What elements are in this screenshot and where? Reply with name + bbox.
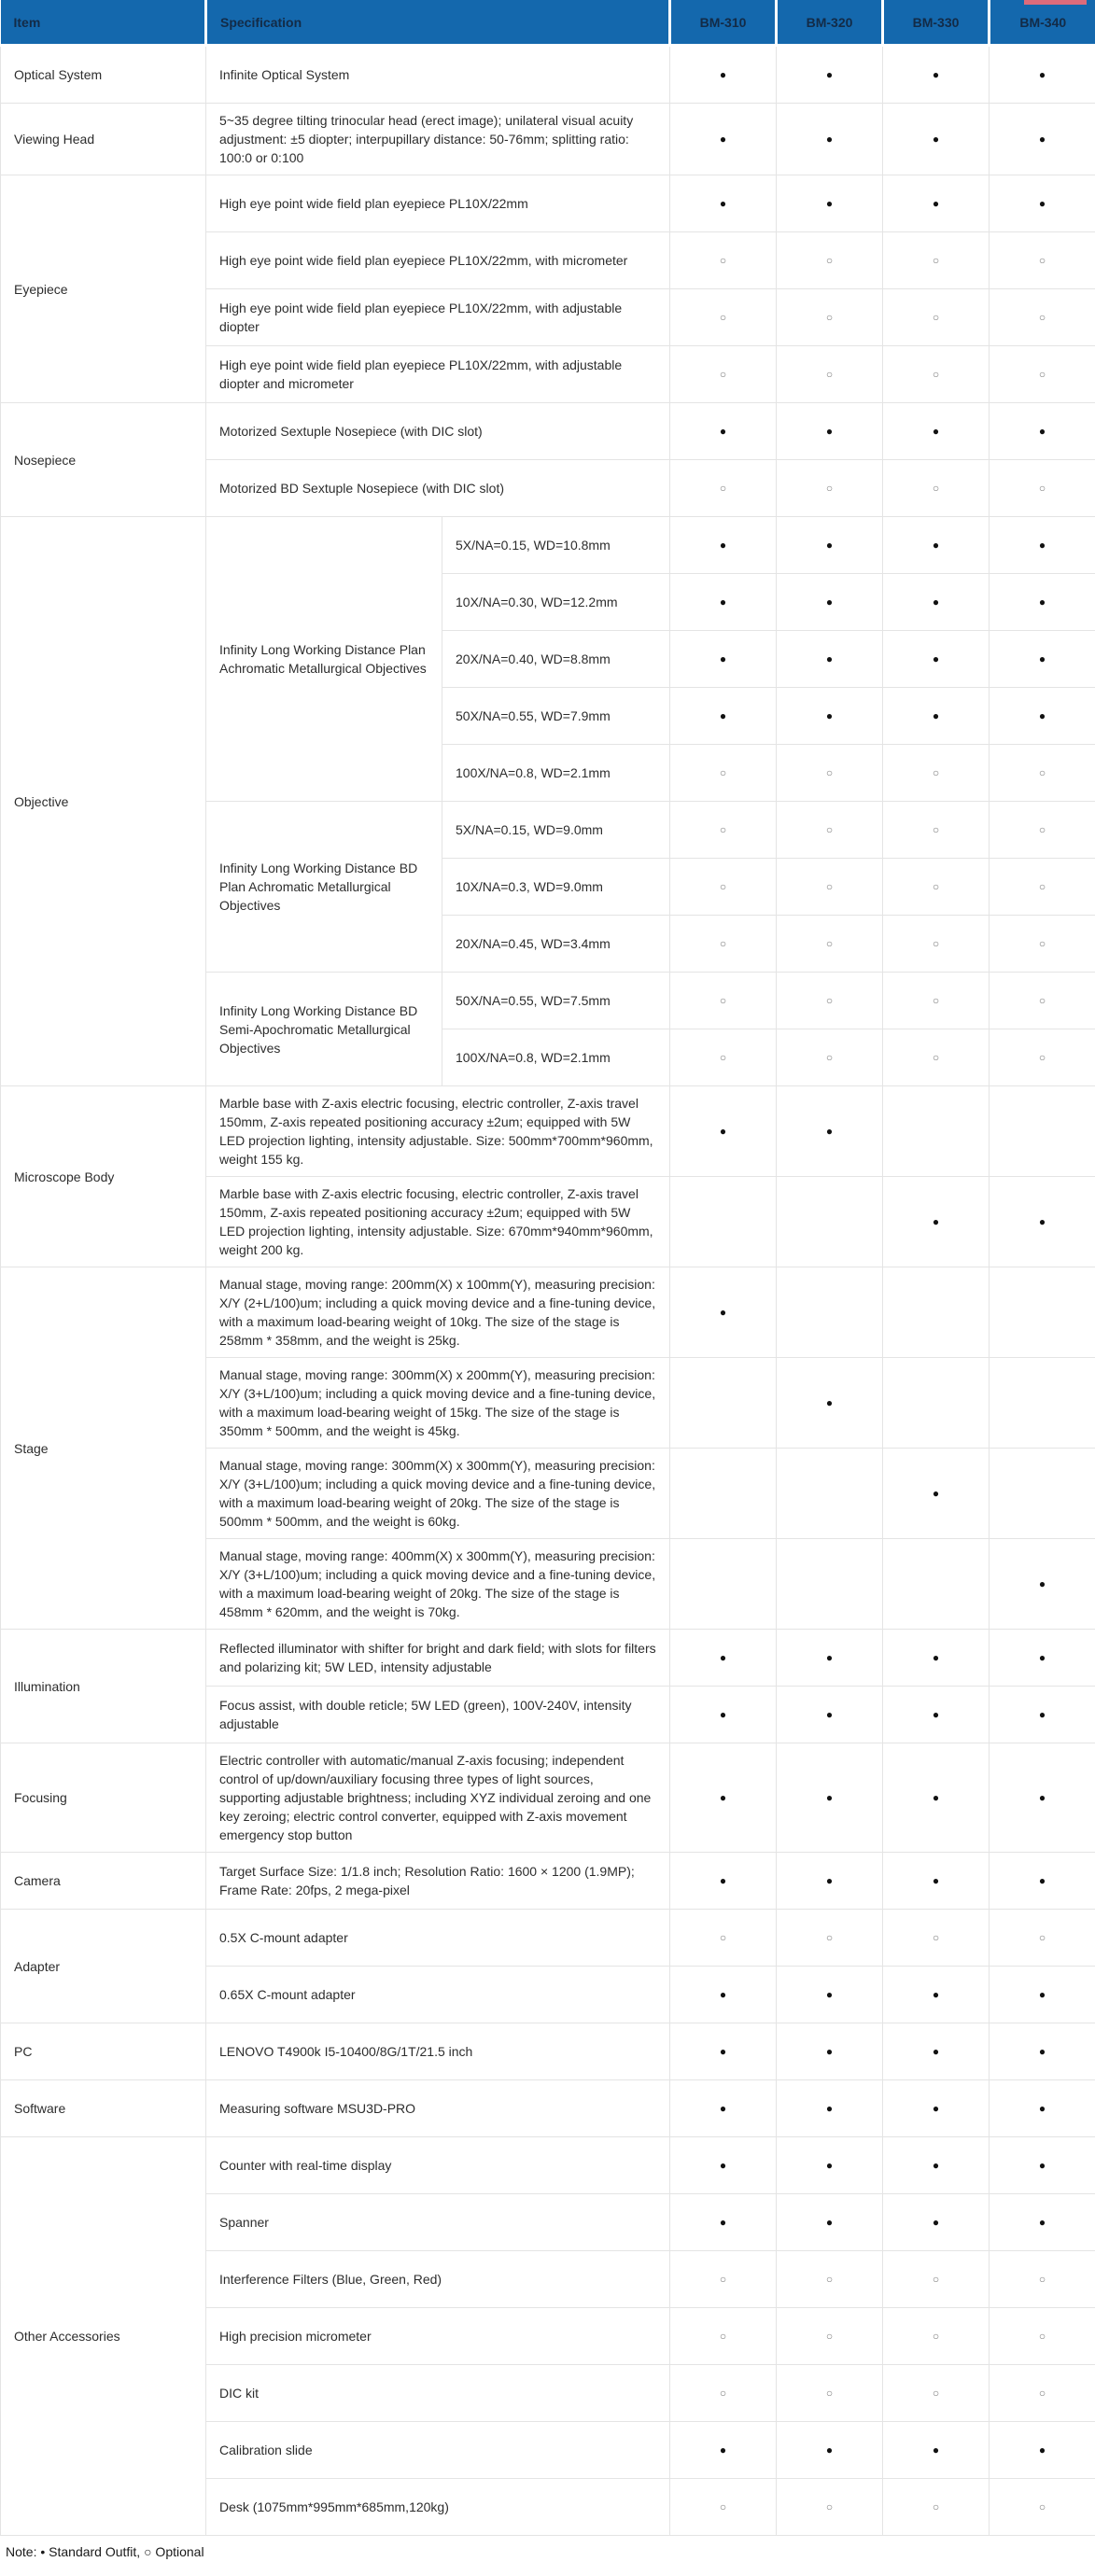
header-row [1,0,1095,46]
standard-dot: ● [670,688,777,745]
optional-dot: ○ [670,460,777,517]
standard-dot: ● [777,104,883,175]
standard-dot: ● [990,1539,1095,1630]
optional-dot: ○ [777,346,883,403]
standard-dot: ● [990,631,1095,688]
standard-dot: ● [990,175,1095,232]
header-model-bm330: BM-330 [883,0,990,46]
standard-dot: ● [777,2422,883,2479]
optional-dot: ○ [883,973,990,1029]
spec-cell: 5X/NA=0.15, WD=10.8mm [442,517,670,574]
spec-cell: 100X/NA=0.8, WD=2.1mm [442,1029,670,1086]
optional-dot: ○ [670,1029,777,1086]
item-cell: Microscope Body [1,1086,206,1267]
standard-dot: ● [777,1086,883,1177]
spec-cell: Manual stage, moving range: 400mm(X) x 300mm(Y), measuring precision: X/Y (3+L/100)um; including a quick moving device and a fine-tuning device, with a maximum load-bearing weight of 20kg. The size of the stage is 458mm * 620mm, and the weight is 70kg. [206,1539,670,1630]
standard-dot: ● [990,403,1095,460]
standard-dot: ● [883,2023,990,2080]
spec-cell: High eye point wide field plan eyepiece PL10X/22mm, with adjustable diopter and micrometer [206,346,670,403]
header-specification: Specification [206,0,670,46]
table-row [1,1743,1095,1853]
spec-cell: High eye point wide field plan eyepiece PL10X/22mm [206,175,670,232]
table-row [1,175,1095,232]
spec-cell: 5X/NA=0.15, WD=9.0mm [442,802,670,859]
empty-cell [777,1267,883,1358]
standard-dot: ● [883,688,990,745]
standard-dot: ● [990,2080,1095,2137]
standard-dot: ● [883,1853,990,1910]
spec-cell: 100X/NA=0.8, WD=2.1mm [442,745,670,802]
spec-cell: Manual stage, moving range: 200mm(X) x 100mm(Y), measuring precision: X/Y (2+L/100)um; including a quick moving device and a fine-tuning device, with a maximum load-bearing weight of 10kg. The size of the stage is 258mm * 358mm, and the weight is 25kg. [206,1267,670,1358]
item-cell: Focusing [1,1743,206,1853]
spec-cell: Marble base with Z-axis electric focusing, electric controller, Z-axis travel 150mm, Z-axis repeated positioning accuracy ±2um; equipped with 5W LED projection lighting, intensity adjustable. Size: 670mm*940mm*960mm, weight 200 kg. [206,1177,670,1267]
optional-dot: ○ [670,346,777,403]
header-model-bm320: BM-320 [777,0,883,46]
optional-dot: ○ [883,289,990,346]
optional-dot: ○ [777,916,883,973]
standard-dot: ● [777,1967,883,2023]
table-row [1,2023,1095,2080]
standard-dot: ● [670,2422,777,2479]
optional-dot: ○ [777,859,883,916]
standard-dot: ● [777,2194,883,2251]
spec-cell: High eye point wide field plan eyepiece PL10X/22mm, with micrometer [206,232,670,289]
empty-cell [883,1358,990,1449]
objective-group-cell: Infinity Long Working Distance Plan Achromatic Metallurgical Objectives [206,517,442,802]
optional-dot: ○ [670,2251,777,2308]
standard-dot: ● [883,2080,990,2137]
objective-group-cell: Infinity Long Working Distance BD Semi-Apochromatic Metallurgical Objectives [206,973,442,1086]
standard-dot: ● [777,1630,883,1687]
standard-dot: ● [670,1267,777,1358]
standard-dot: ● [670,2080,777,2137]
optional-dot: ○ [883,1910,990,1967]
empty-cell [777,1449,883,1539]
standard-dot: ● [777,1358,883,1449]
item-cell: Stage [1,1267,206,1630]
empty-cell [777,1539,883,1630]
standard-dot: ● [883,1630,990,1687]
standard-dot: ● [777,175,883,232]
optional-dot: ○ [777,1029,883,1086]
header-item: Item [1,0,206,46]
spec-cell: Desk (1075mm*995mm*685mm,120kg) [206,2479,670,2536]
standard-dot: ● [670,403,777,460]
empty-cell [883,1267,990,1358]
standard-dot: ● [670,104,777,175]
spec-cell: LENOVO T4900k I5-10400/8G/1T/21.5 inch [206,2023,670,2080]
item-cell: Camera [1,1853,206,1910]
item-cell: PC [1,2023,206,2080]
standard-dot: ● [883,574,990,631]
optional-dot: ○ [990,232,1095,289]
optional-dot: ○ [990,973,1095,1029]
empty-cell [670,1449,777,1539]
optional-dot: ○ [777,289,883,346]
table-row [1,1853,1095,1910]
optional-dot: ○ [777,973,883,1029]
optional-dot: ○ [883,460,990,517]
table-row [1,104,1095,175]
legend-note: Note: • Standard Outfit, ○ Optional [0,2536,1095,2576]
item-cell: Software [1,2080,206,2137]
table-row [1,2137,1095,2194]
spec-cell: Reflected illuminator with shifter for bright and dark field; with slots for filters and polarizing kit; 5W LED, intensity adjustable [206,1630,670,1687]
table-row [1,2080,1095,2137]
standard-dot: ● [670,2194,777,2251]
table-row [1,46,1095,104]
spec-cell: 20X/NA=0.45, WD=3.4mm [442,916,670,973]
standard-dot: ● [670,175,777,232]
standard-dot: ● [883,2137,990,2194]
empty-cell [990,1358,1095,1449]
spec-cell: Interference Filters (Blue, Green, Red) [206,2251,670,2308]
optional-dot: ○ [883,2479,990,2536]
spec-cell: Infinite Optical System [206,46,670,104]
optional-dot: ○ [670,973,777,1029]
item-cell: Nosepiece [1,403,206,517]
spec-cell: Focus assist, with double reticle; 5W LED (green), 100V-240V, intensity adjustable [206,1687,670,1743]
spec-cell: Motorized BD Sextuple Nosepiece (with DIC slot) [206,460,670,517]
item-cell: Other Accessories [1,2137,206,2536]
optional-dot: ○ [883,1029,990,1086]
optional-dot: ○ [883,2365,990,2422]
table-row [1,517,1095,574]
item-cell: Illumination [1,1630,206,1743]
standard-dot: ● [883,1743,990,1853]
empty-cell [883,1539,990,1630]
item-cell: Adapter [1,1910,206,2023]
optional-dot: ○ [777,2479,883,2536]
spec-cell: Spanner [206,2194,670,2251]
optional-dot: ○ [883,232,990,289]
standard-dot: ● [990,2194,1095,2251]
optional-dot: ○ [777,460,883,517]
optional-dot: ○ [990,745,1095,802]
empty-cell [670,1539,777,1630]
spec-cell: 50X/NA=0.55, WD=7.9mm [442,688,670,745]
standard-dot: ● [883,46,990,104]
standard-dot: ● [990,2422,1095,2479]
standard-dot: ● [883,104,990,175]
spec-cell: 0.65X C-mount adapter [206,1967,670,2023]
optional-dot: ○ [990,859,1095,916]
optional-dot: ○ [990,2365,1095,2422]
optional-dot: ○ [990,346,1095,403]
standard-dot: ● [883,1177,990,1267]
standard-dot: ● [777,574,883,631]
standard-dot: ● [777,46,883,104]
standard-dot: ● [777,517,883,574]
empty-cell [883,1086,990,1177]
optional-dot: ○ [883,2251,990,2308]
table-row [1,1086,1095,1177]
table-row [1,1267,1095,1358]
standard-dot: ● [670,631,777,688]
standard-dot: ● [883,403,990,460]
optional-dot: ○ [777,232,883,289]
standard-dot: ● [777,2080,883,2137]
optional-dot: ○ [990,1029,1095,1086]
optional-dot: ○ [670,2365,777,2422]
standard-dot: ● [670,1687,777,1743]
spec-cell: 10X/NA=0.30, WD=12.2mm [442,574,670,631]
optional-dot: ○ [883,745,990,802]
optional-dot: ○ [990,2251,1095,2308]
optional-dot: ○ [670,232,777,289]
standard-dot: ● [990,1630,1095,1687]
spec-cell: 5~35 degree tilting trinocular head (erect image); unilateral visual acuity adjustment: ±5 diopter; interpupillary distance: 50-76mm; splitting ratio: 100:0 or 0:100 [206,104,670,175]
header-model-bm340: BM-340 [990,0,1095,46]
standard-dot: ● [777,631,883,688]
standard-dot: ● [670,1853,777,1910]
spec-cell: DIC kit [206,2365,670,2422]
empty-cell [990,1086,1095,1177]
optional-dot: ○ [670,289,777,346]
spec-cell: 0.5X C-mount adapter [206,1910,670,1967]
standard-dot: ● [670,2137,777,2194]
standard-dot: ● [883,631,990,688]
spec-cell: Manual stage, moving range: 300mm(X) x 200mm(Y), measuring precision: X/Y (3+L/100)um; including a quick moving device and a fine-tuning device, with a maximum load-bearing weight of 15kg. The size of the stage is 350mm * 500mm, and the weight is 45kg. [206,1358,670,1449]
standard-dot: ● [670,1630,777,1687]
empty-cell [990,1449,1095,1539]
item-cell: Optical System [1,46,206,104]
standard-dot: ● [990,1177,1095,1267]
optional-dot: ○ [883,802,990,859]
standard-dot: ● [883,2422,990,2479]
optional-dot: ○ [777,2251,883,2308]
spec-cell: Motorized Sextuple Nosepiece (with DIC slot) [206,403,670,460]
standard-dot: ● [990,2023,1095,2080]
spec-cell: Electric controller with automatic/manual Z-axis focusing; independent control of up/down/auxiliary focusing three types of light sources, supporting adjustable brightness; including XYZ individual zeroing and one key zeroing; electric control converter, equipped with Z-axis movement emergency stop button [206,1743,670,1853]
standard-dot: ● [990,517,1095,574]
standard-dot: ● [990,1853,1095,1910]
item-cell: Viewing Head [1,104,206,175]
optional-dot: ○ [670,2308,777,2365]
standard-dot: ● [883,517,990,574]
corner-accent-strip [1024,0,1087,5]
standard-dot: ● [990,1743,1095,1853]
optional-dot: ○ [990,460,1095,517]
standard-dot: ● [883,175,990,232]
header-model-bm310: BM-310 [670,0,777,46]
spec-cell: 50X/NA=0.55, WD=7.5mm [442,973,670,1029]
standard-dot: ● [777,1853,883,1910]
empty-cell [990,1267,1095,1358]
spec-cell: High eye point wide field plan eyepiece PL10X/22mm, with adjustable diopter [206,289,670,346]
optional-dot: ○ [670,916,777,973]
optional-dot: ○ [883,346,990,403]
optional-dot: ○ [670,1910,777,1967]
standard-dot: ● [883,2194,990,2251]
optional-dot: ○ [670,859,777,916]
standard-dot: ● [883,1967,990,2023]
spec-cell: Manual stage, moving range: 300mm(X) x 300mm(Y), measuring precision: X/Y (3+L/100)um; including a quick moving device and a fine-tuning device, with a maximum load-bearing weight of 20kg. The size of the stage is 500mm * 500mm, and the weight is 60kg. [206,1449,670,1539]
standard-dot: ● [883,1687,990,1743]
spec-cell: Calibration slide [206,2422,670,2479]
optional-dot: ○ [777,2308,883,2365]
standard-dot: ● [670,46,777,104]
standard-dot: ● [883,1449,990,1539]
empty-cell [777,1177,883,1267]
optional-dot: ○ [990,1910,1095,1967]
standard-dot: ● [670,1967,777,2023]
spec-cell: Counter with real-time display [206,2137,670,2194]
optional-dot: ○ [990,2308,1095,2365]
optional-dot: ○ [777,2365,883,2422]
standard-dot: ● [990,688,1095,745]
standard-dot: ● [777,403,883,460]
table-row [1,1630,1095,1687]
spec-cell: High precision micrometer [206,2308,670,2365]
standard-dot: ● [990,46,1095,104]
optional-dot: ○ [883,916,990,973]
optional-dot: ○ [670,745,777,802]
standard-dot: ● [777,2023,883,2080]
empty-cell [670,1358,777,1449]
optional-dot: ○ [990,2479,1095,2536]
spec-cell: Target Surface Size: 1/1.8 inch; Resolution Ratio: 1600 × 1200 (1.9MP); Frame Rate: 20fps, 2 mega-pixel [206,1853,670,1910]
spec-cell: Marble base with Z-axis electric focusing, electric controller, Z-axis travel 150mm, Z-axis repeated positioning accuracy ±2um; equipped with 5W LED projection lighting, intensity adjustable. Size: 500mm*700mm*960mm, weight 155 kg. [206,1086,670,1177]
optional-dot: ○ [883,859,990,916]
standard-dot: ● [990,1967,1095,2023]
optional-dot: ○ [883,2308,990,2365]
standard-dot: ● [990,1687,1095,1743]
standard-dot: ● [990,104,1095,175]
item-cell: Eyepiece [1,175,206,403]
standard-dot: ● [670,574,777,631]
standard-dot: ● [777,1743,883,1853]
standard-dot: ● [777,1687,883,1743]
standard-dot: ● [990,2137,1095,2194]
spec-cell: Measuring software MSU3D-PRO [206,2080,670,2137]
optional-dot: ○ [990,289,1095,346]
spec-table-body [1,46,1095,2536]
optional-dot: ○ [990,916,1095,973]
standard-dot: ● [670,1086,777,1177]
standard-dot: ● [670,2023,777,2080]
optional-dot: ○ [990,802,1095,859]
item-cell: Objective [1,517,206,1086]
standard-dot: ● [777,2137,883,2194]
optional-dot: ○ [670,2479,777,2536]
optional-dot: ○ [670,802,777,859]
table-row [1,1910,1095,1967]
table-header [1,0,1095,46]
optional-dot: ○ [777,802,883,859]
standard-dot: ● [777,688,883,745]
standard-dot: ● [670,517,777,574]
empty-cell [670,1177,777,1267]
objective-group-cell: Infinity Long Working Distance BD Plan Achromatic Metallurgical Objectives [206,802,442,973]
spec-cell: 20X/NA=0.40, WD=8.8mm [442,631,670,688]
standard-dot: ● [670,1743,777,1853]
optional-dot: ○ [777,1910,883,1967]
spec-cell: 10X/NA=0.3, WD=9.0mm [442,859,670,916]
standard-dot: ● [990,574,1095,631]
table-row [1,403,1095,460]
optional-dot: ○ [777,745,883,802]
